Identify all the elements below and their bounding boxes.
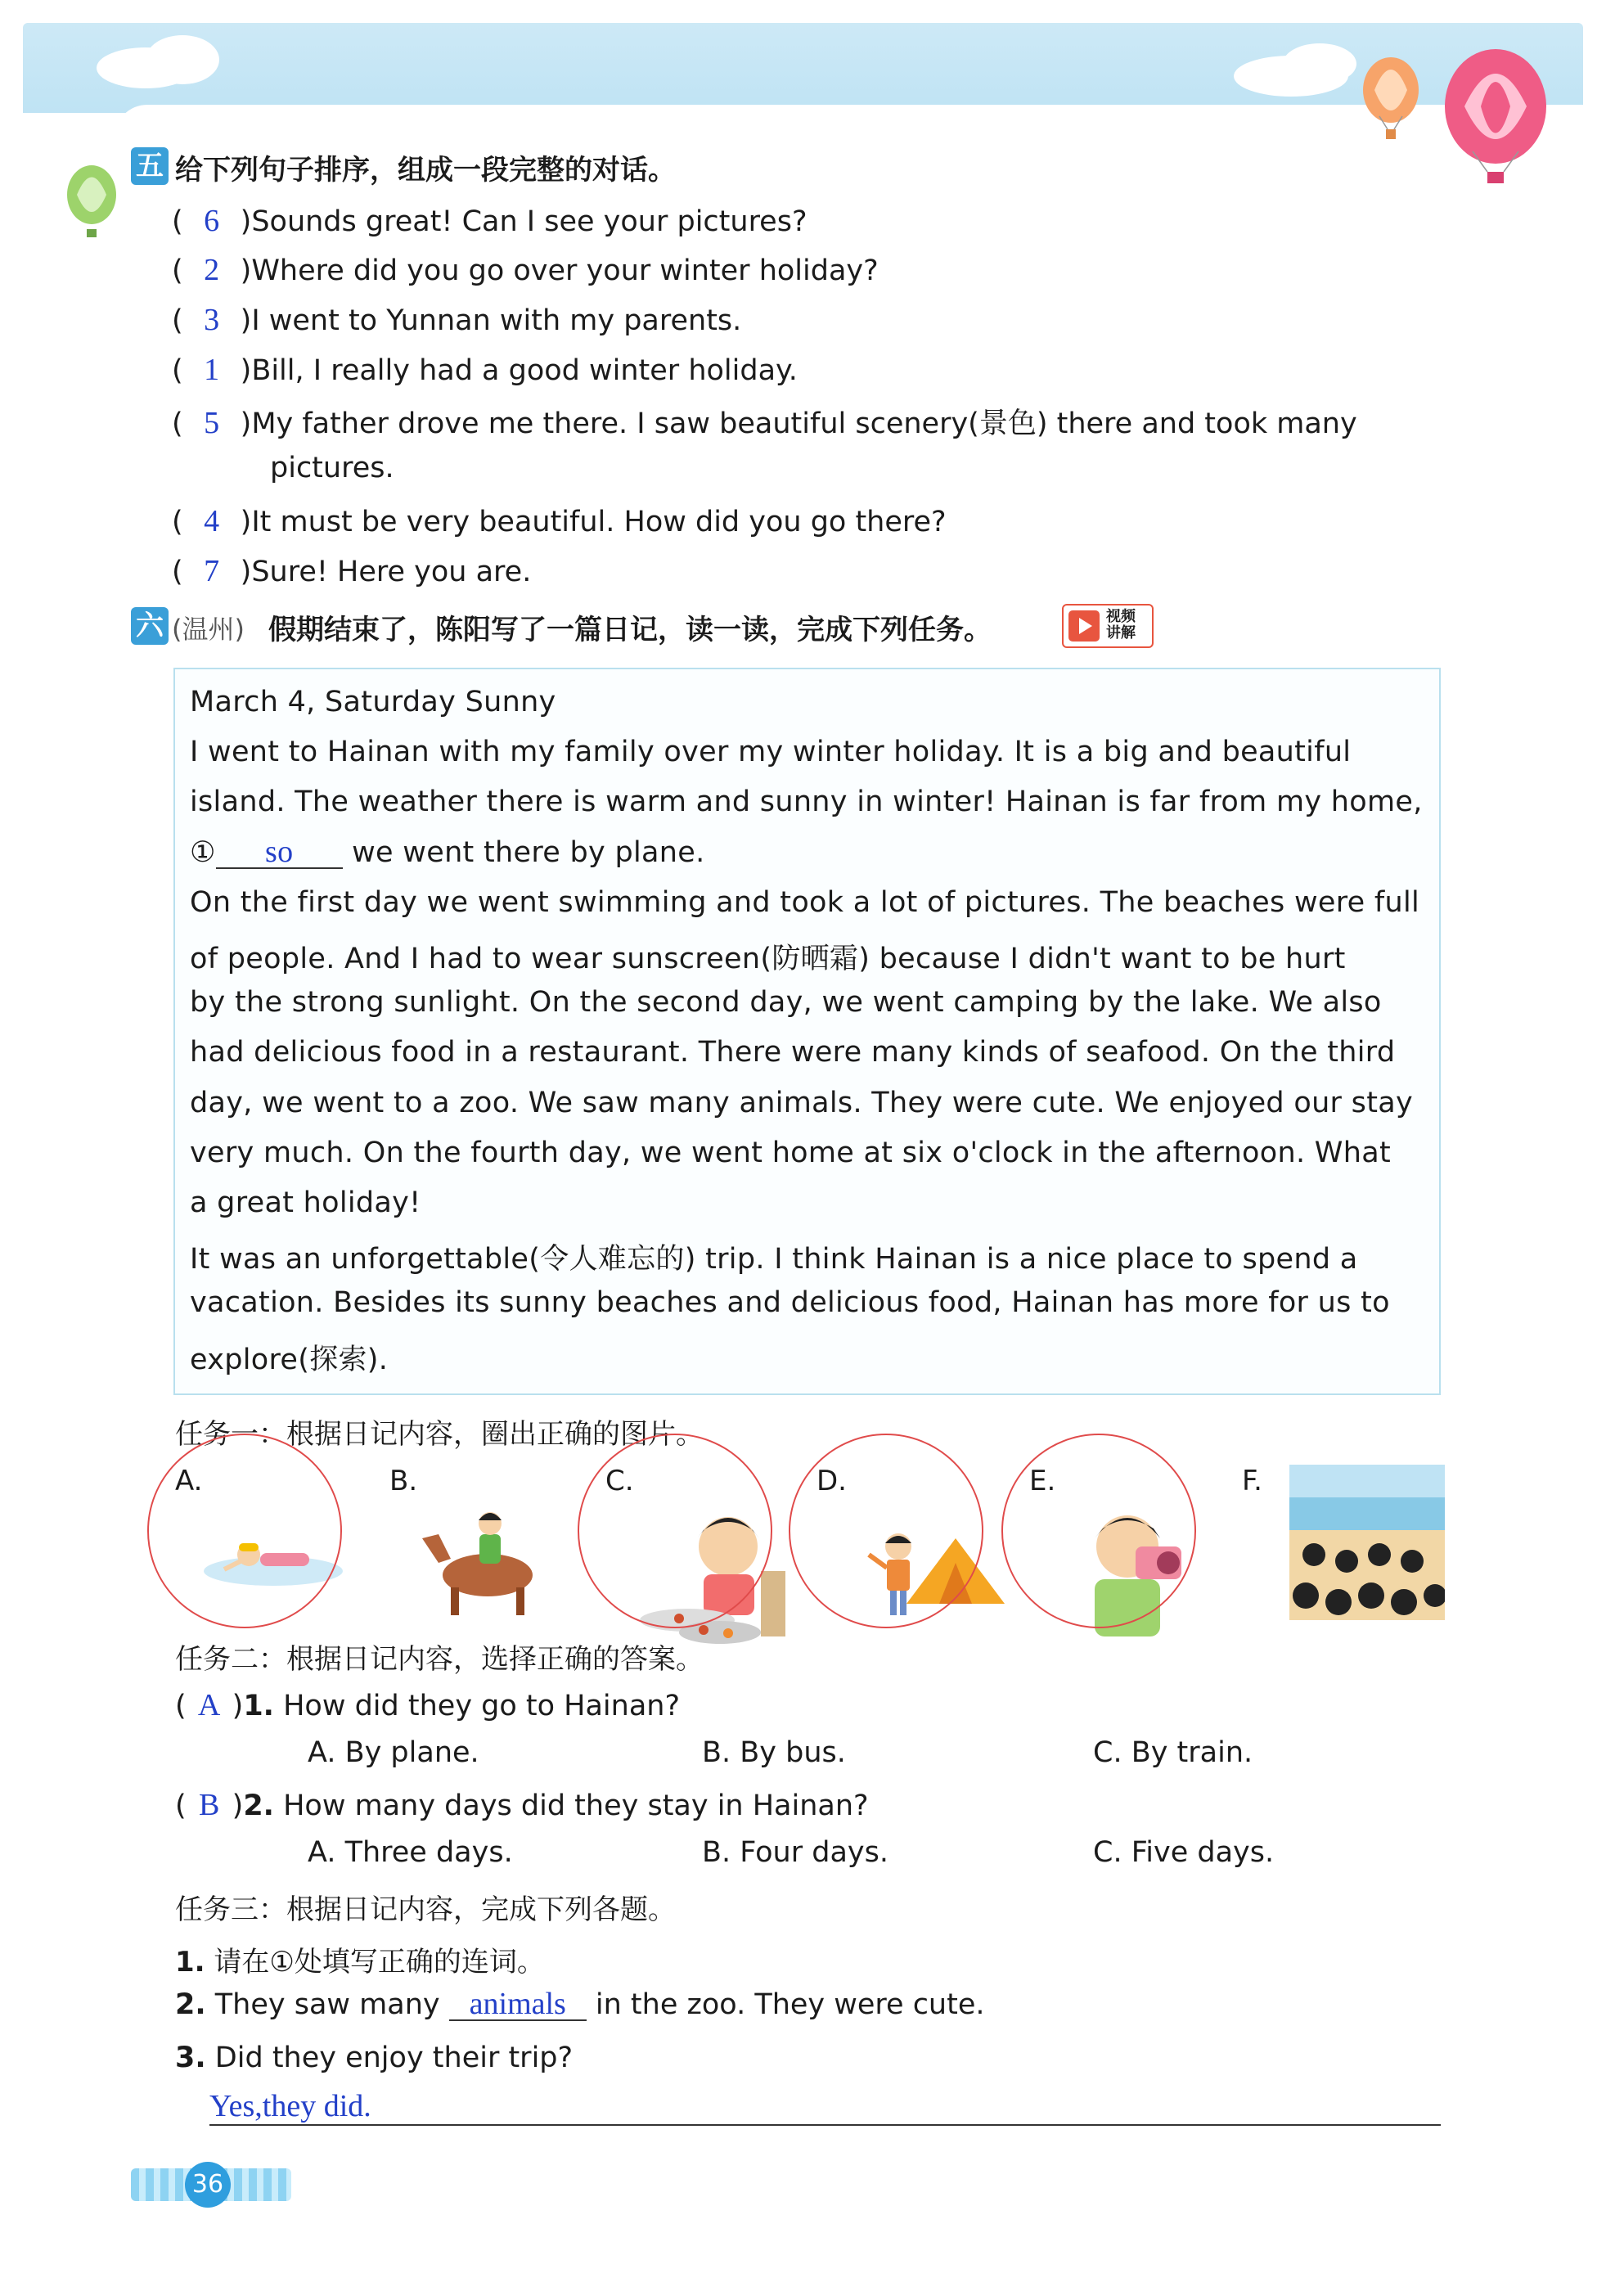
paren-close: ) xyxy=(232,1690,244,1722)
section-6-heading: 假期结束了，陈阳写了一篇日记，读一读，完成下列任务。 xyxy=(268,614,992,646)
question-number: 1. xyxy=(243,1690,274,1722)
hot-air-balloon-icon xyxy=(1350,49,1595,188)
paren-open: ( xyxy=(172,506,183,538)
task-3-q2: 2. They saw many animals in the zoo. They were cute. xyxy=(175,1987,985,2021)
mc-option[interactable]: A. By plane. xyxy=(308,1736,479,1769)
task-3-answer-line[interactable]: Yes,they did. xyxy=(209,2088,1441,2126)
paren-close: ) xyxy=(240,205,252,238)
passage-line: of people. And I had to wear sunscreen(防晒霜) because I didn't want to be hurt xyxy=(190,943,1346,975)
selected-circle xyxy=(147,1434,342,1628)
paren-open: ( xyxy=(175,1690,187,1722)
task-2-heading: 任务二：根据日记内容，选择正确的答案。 xyxy=(175,1643,704,1676)
task-3-q3: 3. Did they enjoy their trip? xyxy=(175,2042,574,2074)
selected-circle xyxy=(1001,1434,1196,1628)
sentence-text: Sure! Here you are. xyxy=(251,556,532,588)
question-text: How many days did they stay in Hainan? xyxy=(283,1790,869,1822)
question-number: 2. xyxy=(243,1790,274,1822)
ordering-item xyxy=(172,503,947,539)
selected-circle xyxy=(578,1434,772,1628)
passage-line: had delicious food in a restaurant. There were many kinds of seafood. On the third xyxy=(190,1036,1396,1069)
order-answer[interactable]: 3 xyxy=(204,303,220,337)
passage-line: ① so we went there by plane. xyxy=(190,834,705,869)
passage-line: I went to Hainan with my family over my winter holiday. It is a big and beautiful xyxy=(190,736,1352,769)
task-3-heading: 任务三：根据日记内容，完成下列各题。 xyxy=(175,1893,676,1926)
sentence-text: It must be very beautiful. How did you go there? xyxy=(251,506,947,538)
picture-option[interactable] xyxy=(406,1489,569,1623)
section-5-heading: 给下列句子排序，组成一段完整的对话。 xyxy=(175,154,676,187)
passage-line: vacation. Besides its sunny beaches and delicious food, Hainan has more for us to xyxy=(190,1286,1390,1320)
order-answer[interactable]: 6 xyxy=(204,204,220,238)
paren-open: ( xyxy=(175,1790,187,1822)
sentence-continuation: pictures. xyxy=(270,452,394,484)
paren-close: ) xyxy=(240,506,252,538)
selected-circle xyxy=(789,1434,983,1628)
task-3-q1: 1. 请在①处填写正确的连词。 xyxy=(175,1946,545,1979)
picture-option-label: C. xyxy=(605,1465,634,1497)
order-answer[interactable]: 1 xyxy=(204,353,220,387)
header-sky-banner xyxy=(23,23,1583,113)
paren-close: ) xyxy=(232,1790,244,1822)
paren-close: ) xyxy=(240,556,252,588)
page-number: 36 xyxy=(185,2162,231,2208)
order-answer[interactable]: 2 xyxy=(204,253,220,287)
ordering-item xyxy=(172,401,1357,442)
ordering-item xyxy=(172,302,741,338)
paren-close: ) xyxy=(240,304,252,337)
mc-question xyxy=(175,1787,869,1823)
ordering-item xyxy=(172,203,807,239)
mc-answer[interactable]: A xyxy=(197,1688,221,1722)
animals-answer-blank[interactable]: animals xyxy=(449,1989,587,2021)
question-text: How did they go to Hainan? xyxy=(283,1690,681,1722)
paren-close: ) xyxy=(240,407,252,440)
crowded-beach-picture xyxy=(1289,1465,1445,1620)
mc-option[interactable]: B. Four days. xyxy=(702,1836,888,1869)
passage-line: by the strong sunlight. On the second day, we went camping by the lake. We also xyxy=(190,986,1382,1020)
sentence-text: I went to Yunnan with my parents. xyxy=(251,304,742,337)
order-answer[interactable]: 7 xyxy=(204,554,220,588)
section-5-badge: 五 xyxy=(131,147,169,185)
paren-open: ( xyxy=(172,304,183,337)
picture-option-label: F. xyxy=(1242,1465,1262,1497)
paren-close: ) xyxy=(240,254,252,287)
picture-option-label: A. xyxy=(175,1465,203,1497)
sentence-text: Where did you go over your winter holiday? xyxy=(251,254,879,287)
passage-line: island. The weather there is warm and sunny in winter! Hainan is far from my home, xyxy=(190,786,1423,819)
passage-line: It was an unforgettable(令人难忘的) trip. I think Hainan is a nice place to spend a xyxy=(190,1243,1358,1276)
conjunction-blank[interactable]: so xyxy=(216,837,343,869)
green-balloon-icon xyxy=(59,164,124,245)
passage-line: March 4, Saturday Sunny xyxy=(190,686,556,718)
mc-option[interactable]: C. Five days. xyxy=(1093,1836,1275,1869)
section-6-badge: 六 xyxy=(131,607,169,645)
mc-answer[interactable]: B xyxy=(198,1788,220,1822)
picture-option[interactable] xyxy=(1289,1465,1445,1623)
passage-line: day, we went to a zoo. We saw many animals. They were cute. We enjoyed our stay xyxy=(190,1086,1413,1119)
picture-option-label: D. xyxy=(816,1465,847,1497)
passage-line: explore(探索). xyxy=(190,1343,389,1376)
paren-open: ( xyxy=(172,205,183,238)
task-1-heading: 任务一：根据日记内容，圈出正确的图片。 xyxy=(175,1418,704,1451)
mc-option[interactable]: A. Three days. xyxy=(308,1836,513,1869)
order-answer[interactable]: 4 xyxy=(204,504,220,538)
play-icon xyxy=(1068,610,1100,642)
ordering-item xyxy=(172,352,798,388)
sentence-text: Sounds great! Can I see your pictures? xyxy=(251,205,807,238)
blank-marker: ① xyxy=(190,835,216,869)
paren-open: ( xyxy=(172,556,183,588)
sentence-text: Bill, I really had a good winter holiday. xyxy=(251,354,798,387)
paren-close: ) xyxy=(240,354,252,387)
passage-line: a great holiday! xyxy=(190,1186,421,1219)
video-lesson-button[interactable] xyxy=(1062,604,1154,648)
video-label: 视频 讲解 xyxy=(1106,608,1136,642)
mc-option[interactable]: B. By bus. xyxy=(702,1736,846,1769)
ordering-item xyxy=(172,553,531,589)
sentence-text: My father drove me there. I saw beautiful scenery(景色) there and took many xyxy=(251,407,1357,440)
region-tag: (温州) xyxy=(172,614,245,645)
paren-open: ( xyxy=(172,354,183,387)
paren-open: ( xyxy=(172,254,183,287)
picture-option-label: E. xyxy=(1029,1465,1056,1497)
passage-line: very much. On the fourth day, we went home at six o'clock in the afternoon. What xyxy=(190,1136,1391,1169)
paren-open: ( xyxy=(172,407,183,440)
picture-option-label: B. xyxy=(389,1465,418,1497)
horse-riding-picture xyxy=(406,1489,569,1620)
mc-option[interactable]: C. By train. xyxy=(1093,1736,1253,1769)
order-answer[interactable]: 5 xyxy=(204,406,220,440)
ordering-item xyxy=(172,252,879,288)
mc-question xyxy=(175,1687,680,1723)
passage-line: On the first day we went swimming and took a lot of pictures. The beaches were full xyxy=(190,885,1420,919)
